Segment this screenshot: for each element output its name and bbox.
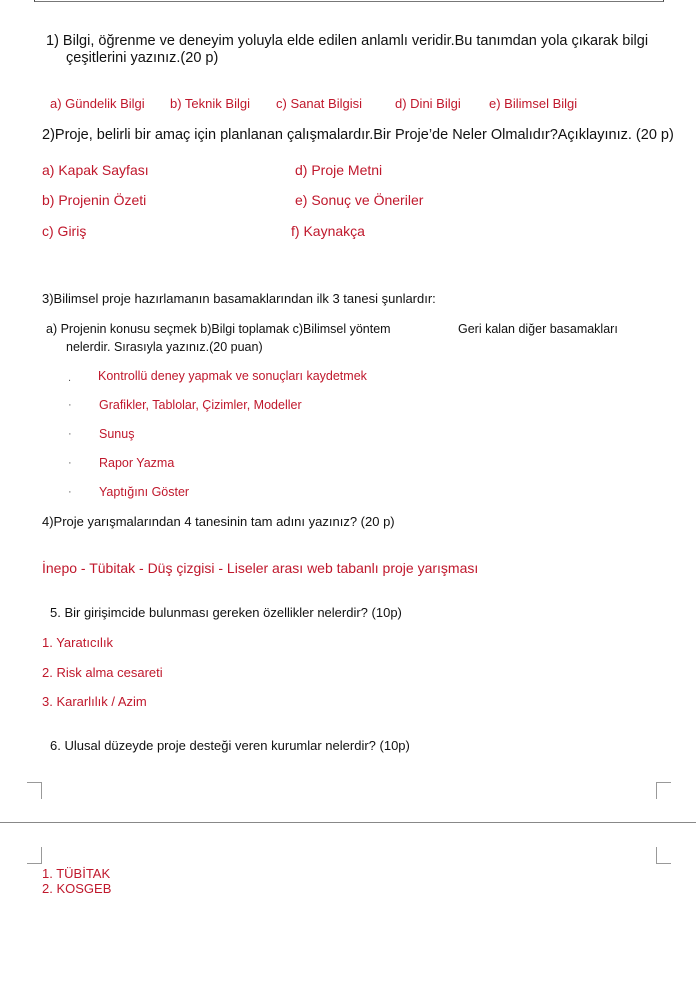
answer-3-3: Sunuş	[99, 427, 135, 441]
answer-1b: b) Teknik Bilgi	[170, 96, 250, 111]
answer-3-5: Yaptığını Göster	[99, 485, 190, 499]
question-4: 4)Proje yarışmalarından 4 tanesinin tam adını yazınız? (20 p)	[42, 514, 395, 529]
answer-1d: d) Dini Bilgi	[395, 96, 461, 111]
answer-2c: c) Giriş	[42, 223, 87, 239]
answer-6-1: 1. TÜBİTAK	[42, 866, 111, 881]
question-3-steps: a) Projenin konusu seçmek b)Bilgi toplamak c)Bilimsel yöntem	[46, 322, 391, 336]
question-1-line-1: 1) Bilgi, öğrenme ve deneyim yoluyla elde edilen anlamlı veridir.Bu tanımdan yola çıkarak bilgi	[46, 33, 649, 49]
question-6: 6. Ulusal düzeyde proje desteği veren kurumlar nelerdir? (10p)	[50, 738, 410, 753]
answer-2b: b) Projenin Özeti	[42, 192, 147, 208]
answer-2d: d) Proje Metni	[295, 162, 383, 178]
page-corner-mark	[656, 782, 671, 799]
answer-2f: f) Kaynakça	[291, 223, 365, 239]
page-break-line	[0, 822, 696, 823]
bullet-dot: .	[68, 372, 72, 384]
question-3: 3)Bilimsel proje hazırlamanın basamaklarından ilk 3 tanesi şunlardır:	[42, 291, 436, 306]
bullet-dot: ·	[68, 486, 72, 498]
answer-3-1: Kontrollü deney yapmak ve sonuçları kaydetmek	[98, 369, 367, 383]
answer-1c: c) Sanat Bilgisi	[276, 96, 362, 111]
answer-5-1: 1. Yaratıcılık	[42, 635, 114, 650]
answer-5-2: 2. Risk alma cesareti	[42, 665, 163, 680]
answer-2e: e) Sonuç ve Öneriler	[295, 192, 424, 208]
bullet-dot: ·	[68, 457, 72, 469]
answer-4: İnepo - Tübitak - Düş çizgisi - Liseler arası web tabanlı proje yarışması	[42, 560, 479, 576]
answer-1a: a) Gündelik Bilgi	[50, 96, 145, 111]
answer-6-2: 2. KOSGEB	[42, 881, 112, 896]
answer-5-3: 3. Kararlılık / Azim	[42, 694, 147, 709]
question-1-line-2: çeşitlerini yazınız.(20 p)	[66, 50, 219, 66]
answer-1e: e) Bilimsel Bilgi	[489, 96, 578, 111]
question-3-line-2: nelerdir. Sırasıyla yazınız.(20 puan)	[66, 340, 263, 354]
page-corner-mark	[27, 847, 42, 864]
question-2: 2)Proje, belirli bir amaç için planlanan çalışmalardır.Bir Proje’de Neler Olmalıdır?Açıklayınız. (20 p)	[42, 127, 674, 143]
answer-3-4: Rapor Yazma	[99, 456, 175, 470]
top-border	[34, 0, 664, 2]
answer-2a: a) Kapak Sayfası	[42, 162, 149, 178]
question-5: 5. Bir girişimcide bulunması gereken özellikler nelerdir? (10p)	[50, 605, 402, 620]
question-3-remaining: Geri kalan diğer basamakları	[458, 322, 618, 336]
bullet-dot: ·	[68, 428, 72, 440]
bullet-dot: ·	[68, 399, 72, 411]
answer-3-2: Grafikler, Tablolar, Çizimler, Modeller	[99, 398, 302, 412]
page-corner-mark	[27, 782, 42, 799]
page-corner-mark	[656, 847, 671, 864]
